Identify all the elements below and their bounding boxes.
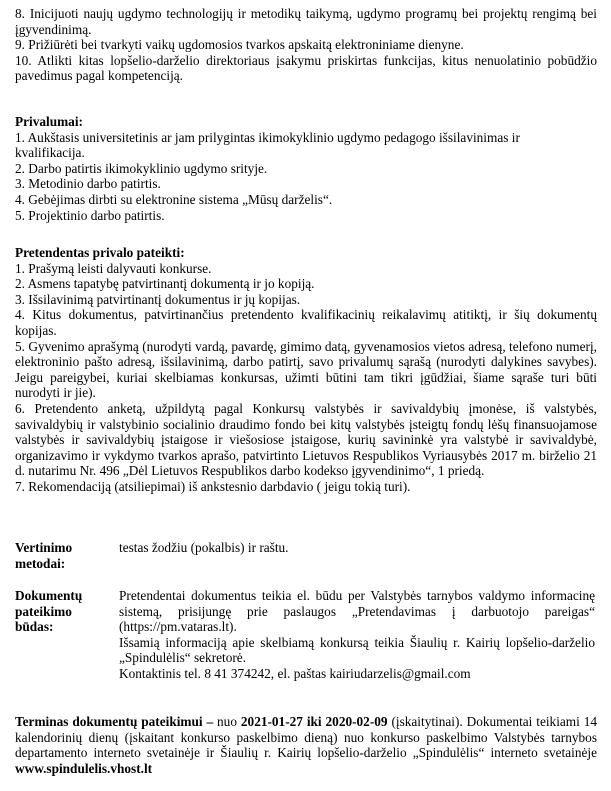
evaluation-row xyxy=(15,540,597,574)
deadline-paragraph xyxy=(15,714,597,776)
submission-label: Dokumentų pateikimo būdas: xyxy=(15,588,83,635)
deadline-rest: (įskaitytinai). Dokumentai teikiami 14 kalendorinių dienų (įskaitant konkurso paskelbimo dieną) nuo konkurso paskelbimo Valstybės tarnybos departamento interneto svetainėje ir Šiaulių r. Kairių lopšelio-darželio „Spindulėlis“ interneto svetainėje xyxy=(15,714,598,761)
requirement-item-3: 3. Metodinio darbo patirtis. xyxy=(15,176,161,192)
requirements-title: Privalumai: xyxy=(15,114,83,129)
submission-text-2: Išsamią informaciją apie skelbiamą konkursą teikia Šiaulių r. Kairių lopšelio-darželio „Spindulėlis“ sekretorė. xyxy=(119,634,595,666)
document-item-1: 1. Prašymą leisti dalyvauti konkurse. xyxy=(15,260,212,276)
evaluation-value: testas žodžiu (pokalbis) ir raštu. xyxy=(119,540,289,555)
document-item-4: 4. Kitus dokumentus, patvirtinančius pretendento kvalifikacinių reikalavimų atitiktį, ir šių dokumentų kopijas. xyxy=(15,307,597,338)
deadline-from-word: nuo xyxy=(213,714,241,729)
submission-row xyxy=(15,588,597,688)
submission-text-1: Pretendentai dokumentus teikia el. būdu per Valstybės tarnybos valdymo informacinę sistemą, prisijungę prie paslaugos „Pretendavimas į darbuotojo pareigas“ (https://pm.vataras.lt). xyxy=(119,588,595,635)
requirement-item-4: 4. Gebėjimas dirbti su elektronine sistema „Mūsų darželis“. xyxy=(15,191,333,207)
requirement-item-1: 1. Aukštasis universitetinis ar jam prilygintas ikimokyklinio ugdymo pedagogo išsilavinimas ir kvalifikacija. xyxy=(15,129,520,161)
document-item-5: 5. Gyvenimo aprašymą (nurodyti vardą, pavardę, gimimo datą, gyvenamosios vietos adresą, telefono numerį, elektroninio pašto adresą, išsilavinimą, darbo patirtį, savo privalumų sąrašą (nurodyti dalykines savybes). Jeigu pareigybei, kuriai skelbiamas konkursas, užimti būtini tam tikri įgūdžiai, šiame sąraše turi būti nurodyti ir jie). xyxy=(15,338,597,401)
document-item-2: 2. Asmens tapatybę patvirtinantį dokumentą ir jo kopiją. xyxy=(15,276,315,292)
duty-item-8: 8. Inicijuoti naujų ugdymo technologijų ir metodikų taikymą, ugdymo programų bei projektų rengimą bei įgyvendinimą. xyxy=(15,6,597,37)
deadline-from-date: 2021-01-27 xyxy=(240,714,303,729)
deadline-text xyxy=(15,714,597,776)
documents-title: Pretendentas privalo pateikti: xyxy=(15,245,185,260)
requirement-item-5: 5. Projektinio darbo patirtis. xyxy=(15,207,165,223)
submission-contacts: Kontaktinis tel. 8 41 374242, el. paštas kairiudarzelis@gmail.com xyxy=(119,665,471,681)
deadline-label: Terminas dokumentų pateikimui – xyxy=(15,714,214,729)
evaluation-label: Vertinimo metodai: xyxy=(15,540,73,571)
deadline-to-word: iki xyxy=(302,714,326,729)
requirements-section xyxy=(15,114,597,223)
document-item-7: 7. Rekomendaciją (atsiliepimai) iš ankstesnio darbdavio ( jeigu tokią turi). xyxy=(15,478,411,494)
document-item-3: 3. Išsilavinimą patvirtinantį dokumentus ir jų kopijas. xyxy=(15,291,301,307)
requirement-item-2: 2. Darbo patirtis ikimokyklinio ugdymo srityje. xyxy=(15,160,268,176)
submission-value xyxy=(119,588,595,682)
duties-list xyxy=(15,6,597,84)
duty-item-10: 10. Atlikti kitas lopšelio-darželio direktoriaus įsakymu priskirtas funkcijas, kitus nenuolatinio pobūdžio pavedimus pagal kompetenciją. xyxy=(15,52,597,84)
documents-section xyxy=(15,245,597,495)
duty-item-9: 9. Prižiūrėti bei tvarkyti vaikų ugdomosios tvarkos apskaitą elektroniniame dienyne. xyxy=(15,37,464,53)
website-link[interactable]: www.spindulelis.vhost.lt xyxy=(15,760,153,776)
document-item-6: 6. Pretendento anketą, užpildytą pagal Konkursų valstybės ir savivaldybių įmonėse, iš valstybės, savivaldybių ir valstybinio socialinio draudimo fondo bei kitų valstybės įsteigtų fondų lėšų finansuojamose valstybės ir savivaldybių įstaigose ir viešosiose įstaigose, kurių savininkė yra valstybė ir savivaldybė, organizavimo ir vykdymo tvarkos aprašo, patvirtinto Lietuvos Respublikos Vyriausybės 2017 m. birželio 21 d. nutarimu Nr. 496 „Dėl Lietuvos Respublikos darbo kodekso įgyvendinimo“, 1 priedą. xyxy=(15,400,597,479)
deadline-to-date: 2020-02-09 xyxy=(325,714,388,729)
